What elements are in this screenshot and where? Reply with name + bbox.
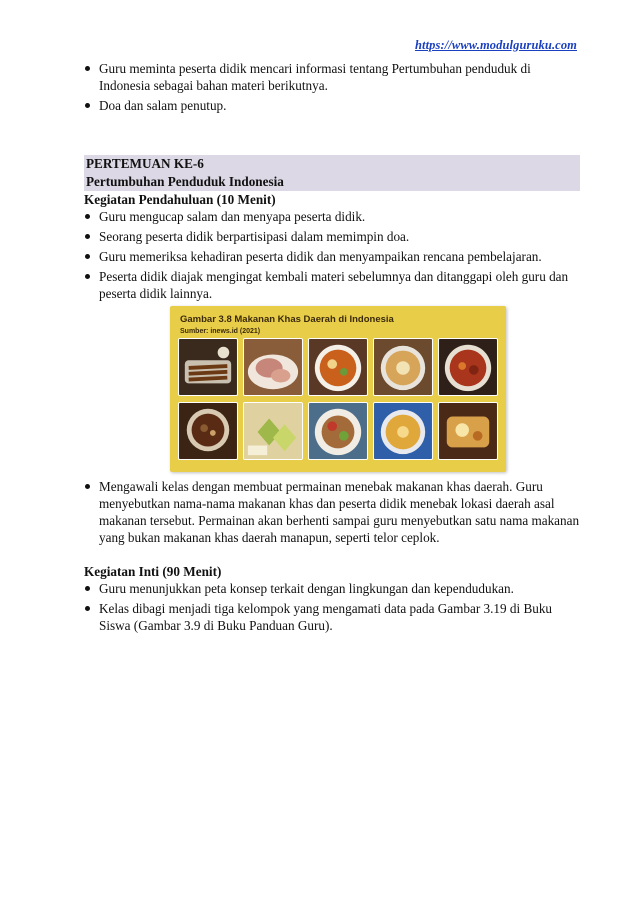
- list-item: Seorang peserta didik berpartisipasi dalam memimpin doa.: [84, 228, 580, 245]
- food-photo-satay: [178, 338, 238, 396]
- food-photo-rendang-plate: [243, 338, 303, 396]
- topic-title: Pertumbuhan Penduduk Indonesia: [84, 173, 580, 191]
- list-item: Guru mengucap salam dan menyapa peserta didik.: [84, 208, 580, 225]
- food-photo-noodle-bowl: [373, 338, 433, 396]
- food-photo-curry-bowl: [438, 338, 498, 396]
- figure-title: Gambar 3.8 Makanan Khas Daerah di Indonesia: [180, 314, 394, 325]
- list-item: Guru menunjukkan peta konsep terkait dengan lingkungan dan kependudukan.: [84, 580, 580, 597]
- pendahuluan-list: [84, 208, 580, 302]
- food-photo-soup-bowl: [308, 338, 368, 396]
- inti-heading: Kegiatan Inti (90 Menit): [84, 564, 222, 579]
- after-figure-list: [84, 478, 580, 546]
- pendahuluan-heading: Kegiatan Pendahuluan (10 Menit): [84, 192, 276, 207]
- list-item: Doa dan salam penutup.: [84, 97, 580, 114]
- header-url-link[interactable]: https://www.modulguruku.com: [414, 38, 577, 52]
- page-content: [84, 60, 580, 637]
- food-figure-panel: [170, 306, 506, 472]
- inti-list: [84, 580, 580, 634]
- food-photo-grid: [178, 338, 500, 466]
- food-photo-rawon: [178, 402, 238, 460]
- food-photo-martabak: [438, 402, 498, 460]
- list-item: Kelas dibagi menjadi tiga kelompok yang mengamati data pada Gambar 3.19 di Buku Siswa (Gambar 3.9 di Buku Panduan Guru).: [84, 600, 580, 634]
- figure-source: Sumber: inews.id (2021): [180, 328, 261, 335]
- top-list: [84, 60, 580, 114]
- list-item: Guru meminta peserta didik mencari informasi tentang Pertumbuhan penduduk di Indonesia sebagai bahan materi berikutnya.: [84, 60, 580, 94]
- list-item: Guru memeriksa kehadiran peserta didik dan menyampaikan rencana pembelajaran.: [84, 248, 580, 265]
- list-item: Mengawali kelas dengan membuat permainan menebak makanan khas daerah. Guru menyebutkan nama-nama makanan khas dan peserta didik menebak lokasi daerah asal makanan tersebut. Permainan akan berhenti sampai guru menyebutkan satu nama makanan yang bukan makanan khas daerah manapun, seperti telor ceplok.: [84, 478, 580, 546]
- food-photo-ketupat: [243, 402, 303, 460]
- list-item: Peserta didik diajak mengingat kembali materi sebelumnya dan ditanggapi oleh guru dan peserta didik lainnya.: [84, 268, 580, 302]
- food-photo-salad-plate: [308, 402, 368, 460]
- food-figure: [170, 306, 506, 472]
- food-photo-soto-bowl: [373, 402, 433, 460]
- meeting-title: PERTEMUAN KE-6: [84, 155, 580, 173]
